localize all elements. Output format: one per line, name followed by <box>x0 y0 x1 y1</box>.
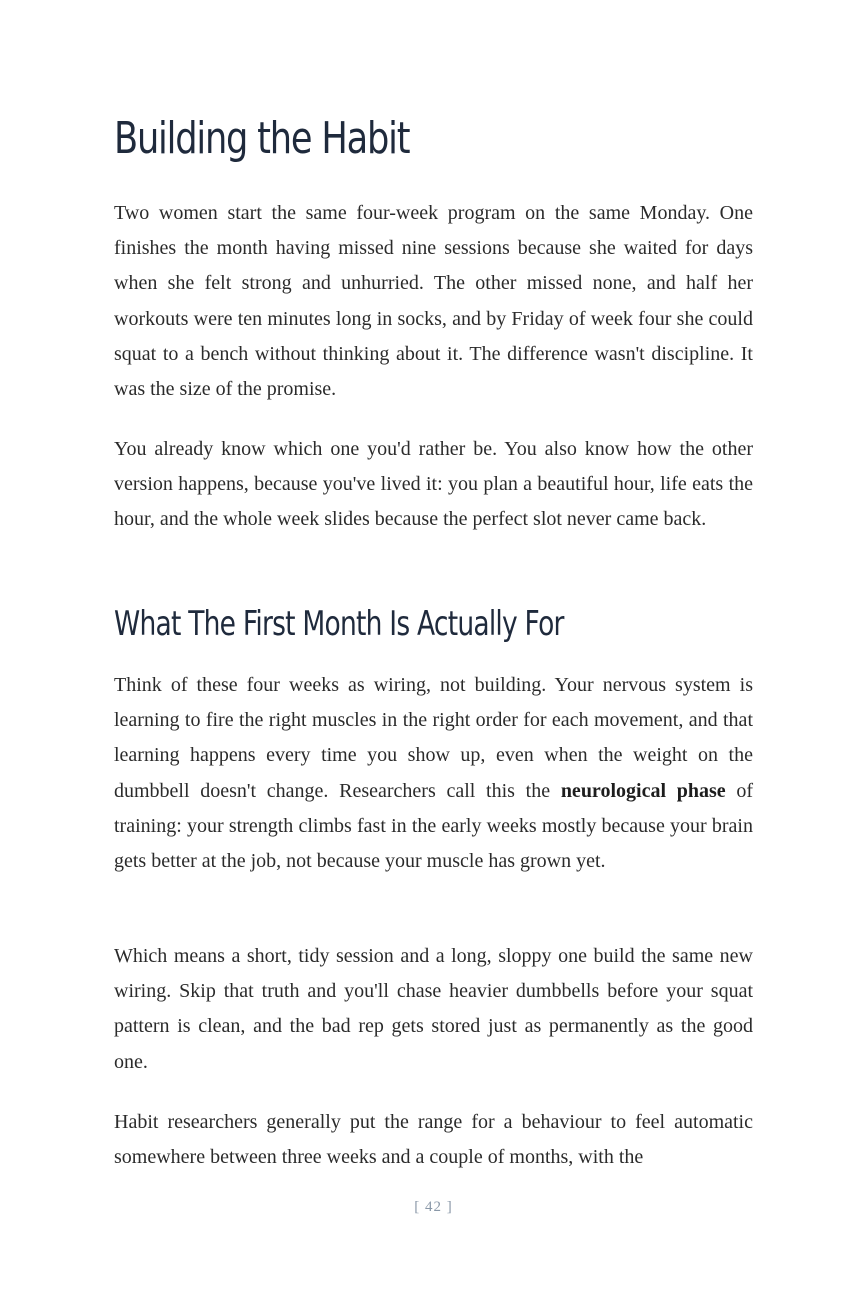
chapter-title: Building the Habit <box>114 113 410 164</box>
body-paragraph: You already know which one you'd rather be. You also know how the other version happens, because you've lived it: you plan a beautiful hour, life eats the hour, and the whole week slides because the perfect slot never came back. <box>114 438 753 531</box>
paragraph-text: Think of these four weeks as wiring, not building. Your nervous system is learning to fire the right muscles in the right order for each movement, and that learning happens every time you show up, even when the weight on the dumbbell doesn't change. Researchers call this the <box>114 674 753 802</box>
body-paragraph <box>114 668 753 879</box>
section-heading: What The First Month Is Actually For <box>114 604 564 644</box>
page-number: [ 42 ] <box>414 1199 453 1215</box>
body-paragraph: Habit researchers generally put the range for a behaviour to feel automatic somewhere between three weeks and a couple of months, with the <box>114 1111 753 1169</box>
bold-term: neurological phase <box>560 779 726 802</box>
paragraph-text: of training: your strength climbs fast in the early weeks mostly because your brain gets better at the job, not because your muscle has grown yet. <box>114 779 753 873</box>
book-page <box>114 0 753 1300</box>
body-paragraph: Two women start the same four-week program on the same Monday. One finishes the month having missed nine sessions because she waited for days when she felt strong and unhurried. The other missed none, and half her workouts were ten minutes long in socks, and by Friday of week four she could squat to a bench without thinking about it. The difference wasn't discipline. It was the size of the promise. <box>114 202 753 401</box>
body-paragraph: Which means a short, tidy session and a long, sloppy one build the same new wiring. Skip that truth and you'll chase heavier dumbbells before your squat pattern is clean, and the bad rep gets stored just as permanently as the good one. <box>114 945 753 1073</box>
